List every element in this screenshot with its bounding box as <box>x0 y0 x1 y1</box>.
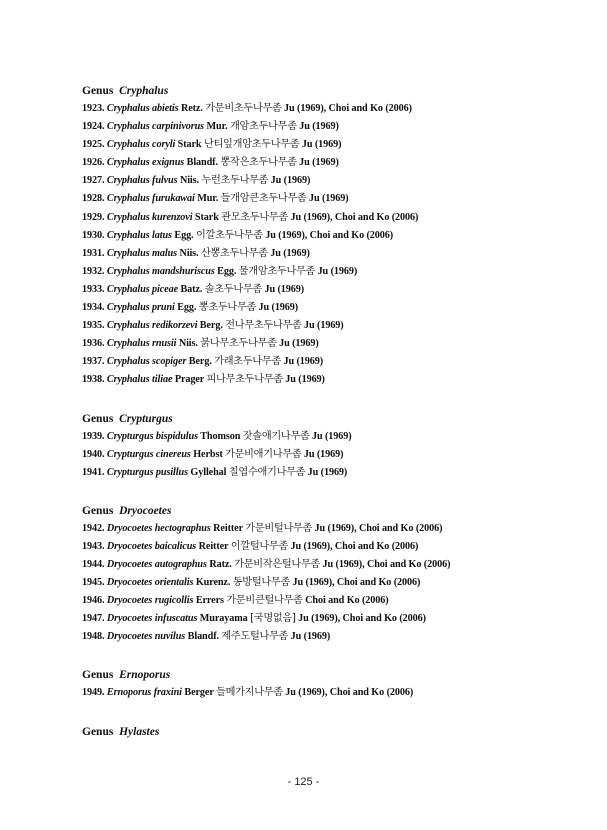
korean-name: 산뽕초두나무좀 <box>200 247 268 259</box>
species-author: Berg. <box>188 356 212 368</box>
genus-name: Dryocoetes <box>119 504 172 517</box>
references: Ju (1969), Choi and Ko (2006) <box>285 687 414 699</box>
entry-number: 1923. <box>82 103 105 114</box>
entry-number: 1933. <box>82 283 105 295</box>
species-entry <box>82 446 602 464</box>
entry-number: 1942. <box>82 522 105 534</box>
references: Ju (1969) <box>303 448 344 460</box>
species-entry <box>82 299 602 317</box>
species-name: Crypturgus cinereus <box>106 448 191 460</box>
entry-number: 1943. <box>82 540 105 552</box>
species-name: Cryphalus carpinivorus <box>106 121 205 133</box>
species-entry <box>82 100 602 118</box>
references: Ju (1969) <box>299 157 339 169</box>
species-name: Cryphalus abietis <box>106 103 179 114</box>
species-entry <box>82 245 602 263</box>
korean-name: 관모초두나무좀 <box>221 211 289 223</box>
species-name: Dryocoetes infuscatus <box>106 613 198 625</box>
species-name: Dryocoetes hectographus <box>106 522 211 534</box>
references: Choi and Ko (2006) <box>305 595 389 607</box>
species-entry <box>82 136 602 154</box>
species-name: Cryphalus redikorzevi <box>106 320 198 332</box>
species-entry <box>82 209 602 227</box>
entry-number: 1936. <box>82 338 105 350</box>
korean-name: 동방털나무좀 <box>232 577 290 589</box>
species-author: Egg. <box>174 229 194 241</box>
species-author: Berg. <box>199 320 223 332</box>
species-entry <box>82 464 602 482</box>
korean-name: 가래초두나무좀 <box>214 356 282 368</box>
entry-number: 1928. <box>82 193 105 205</box>
korean-name: 들개암큰초두나무좀 <box>220 193 307 205</box>
species-entry <box>82 371 602 389</box>
species-entry <box>82 172 602 190</box>
species-entry <box>82 592 602 610</box>
species-author: Mur. <box>206 121 228 133</box>
genus-name: Hylastes <box>119 725 160 738</box>
species-author: Stark <box>194 211 219 223</box>
entry-number: 1930. <box>82 229 105 241</box>
species-author: Blandf. <box>186 157 218 169</box>
species-name: Cryphalus tiliae <box>106 374 173 386</box>
species-entry <box>82 118 602 136</box>
species-author: Herbst <box>193 448 223 460</box>
references: Ju (1969), Choi and Ko (2006) <box>314 522 443 534</box>
species-name: Cryphalus piceae <box>106 283 179 295</box>
entry-number: 1937. <box>82 356 105 368</box>
references: Ju (1969) <box>270 175 311 187</box>
genus-heading <box>82 502 602 520</box>
genus-name: Ernoporus <box>119 669 171 682</box>
korean-name: 이깔초두나무좀 <box>195 229 263 241</box>
section-spacer <box>82 390 602 410</box>
korean-name: 뽕작은초두나무좀 <box>220 157 297 169</box>
korean-name: 가문비초두나무좀 <box>205 103 282 114</box>
entry-number: 1929. <box>82 211 105 223</box>
korean-name: 누런초두나무좀 <box>201 175 269 187</box>
species-entry <box>82 281 602 299</box>
species-entry <box>82 263 602 281</box>
references: Ju (1969), Choi and Ko (2006) <box>322 558 451 570</box>
species-entry <box>82 628 602 646</box>
entry-number: 1944. <box>82 558 105 570</box>
species-name: Cryphalus kurenzovi <box>106 211 193 223</box>
species-author: Gyllehal <box>190 466 227 478</box>
entry-number: 1947. <box>82 613 105 625</box>
species-entry <box>82 574 602 592</box>
species-name: Cryphalus exignus <box>106 157 185 169</box>
species-author: Egg. <box>177 302 197 314</box>
references: Ju (1969), Choi and Ko (2006) <box>290 211 419 223</box>
species-name: Cryphalus pruni <box>106 302 175 314</box>
species-name: Dryocoetes rugicollis <box>106 595 194 607</box>
section-spacer <box>82 482 602 502</box>
page-number: - 125 - <box>287 776 320 788</box>
korean-name: 들메가지나무좀 <box>216 687 283 699</box>
korean-name: 가문비털나무좀 <box>245 522 313 534</box>
species-name: Ernoporus fraxini <box>106 687 182 699</box>
species-entry <box>82 353 602 371</box>
references: Ju (1969) <box>264 283 305 295</box>
entry-number: 1927. <box>82 175 105 187</box>
species-author: Reitter <box>198 540 229 552</box>
korean-name: 붉나무초두나무좀 <box>200 338 277 350</box>
korean-name: 제주도털나무좀 <box>221 631 289 643</box>
korean-name: 개암초두나무좀 <box>229 121 297 133</box>
species-entry <box>82 684 602 702</box>
species-author: Thomson <box>200 430 241 442</box>
genus-label: Genus <box>82 504 114 517</box>
references: Ju (1969), Choi and Ko (2006) <box>290 540 419 552</box>
genus-heading <box>82 410 602 428</box>
species-author: Niis. <box>179 175 199 187</box>
korean-name: 피나무초두나무좀 <box>206 374 283 386</box>
species-entry <box>82 154 602 172</box>
species-name: Dryocoetes nuvilus <box>106 631 186 643</box>
species-entry <box>82 317 602 335</box>
species-author: Stark <box>177 139 202 151</box>
genus-label: Genus <box>82 412 114 425</box>
entry-number: 1934. <box>82 302 105 314</box>
species-name: Cryphalus coryli <box>106 139 176 151</box>
korean-name: 물개암초두나무좀 <box>238 265 316 277</box>
entry-number: 1935. <box>82 320 105 332</box>
species-name: Cryphalus scopiger <box>106 356 187 368</box>
species-name: Cryphalus fulvus <box>106 175 178 187</box>
korean-name: 가문비애기나무좀 <box>225 448 302 460</box>
references: Ju (1969) <box>285 374 325 386</box>
references: Ju (1969) <box>279 338 319 350</box>
korean-name: 전나무초두나무좀 <box>225 320 302 332</box>
entry-number: 1941. <box>82 466 105 478</box>
section-spacer <box>82 646 602 666</box>
species-entry <box>82 335 602 353</box>
entry-number: 1949. <box>82 687 105 699</box>
species-author: Retz. <box>180 103 203 114</box>
references: Ju (1969) <box>301 139 342 151</box>
entry-number: 1931. <box>82 247 105 259</box>
genus-heading <box>82 723 602 741</box>
species-name: Cryphalus rnusii <box>106 338 177 350</box>
species-author: Prager <box>174 374 205 386</box>
genus-heading <box>82 666 602 684</box>
references: Ju (1969) <box>311 430 352 442</box>
entry-number: 1924. <box>82 121 105 133</box>
species-author: Berger <box>184 687 214 699</box>
genus-label: Genus <box>82 725 114 738</box>
references: Ju (1969) <box>283 356 324 368</box>
genus-name: Cryphalus <box>119 85 169 97</box>
genus-label: Genus <box>82 669 114 682</box>
species-author: Mur. <box>197 193 219 205</box>
species-entry <box>82 190 602 208</box>
references: Ju (1969) <box>307 466 348 478</box>
genus-label: Genus <box>82 85 114 97</box>
entry-number: 1948. <box>82 631 105 643</box>
references: Ju (1969) <box>290 631 331 643</box>
korean-name: 뽕초두나무좀 <box>198 302 257 314</box>
references: Ju (1969) <box>270 247 310 259</box>
species-author: Egg. <box>217 265 237 277</box>
species-author: Murayama <box>199 613 248 625</box>
species-author: Batz. <box>180 283 203 295</box>
korean-name: [국명없음] <box>250 613 296 625</box>
species-entry <box>82 556 602 574</box>
species-entry <box>82 538 602 556</box>
species-name: Cryphalus malus <box>106 247 178 259</box>
korean-name: 잣솔애기나무좀 <box>242 430 310 442</box>
species-entry <box>82 610 602 628</box>
species-name: Dryocoetes baicalicus <box>106 540 197 552</box>
species-author: Niis. <box>178 338 198 350</box>
species-author: Blandf. <box>187 631 219 643</box>
references: Ju (1969), Choi and Ko (2006) <box>265 229 394 241</box>
entry-number: 1940. <box>82 448 105 460</box>
entry-number: 1926. <box>82 157 105 169</box>
korean-name: 솔초두나무좀 <box>204 283 263 295</box>
species-entry <box>82 428 602 446</box>
entry-number: 1925. <box>82 139 105 151</box>
references: Ju (1969), Choi and Ko (2006) <box>292 577 421 589</box>
entry-number: 1945. <box>82 577 105 589</box>
entry-number: 1946. <box>82 595 105 607</box>
references: Ju (1969) <box>308 193 349 205</box>
species-name: Dryocoetes autographus <box>106 558 207 570</box>
entry-number: 1939. <box>82 430 105 442</box>
species-author: Errers <box>195 595 224 607</box>
species-entry <box>82 520 602 538</box>
entry-number: 1938. <box>82 374 105 386</box>
korean-name: 칠엽수애기나무좀 <box>228 466 306 478</box>
references: Ju (1969), Choi and Ko (2006) <box>298 613 426 625</box>
references: Ju (1969) <box>299 121 339 133</box>
korean-name: 가문비큰털나무좀 <box>226 595 303 607</box>
species-name: Dryocoetes orientalis <box>106 577 194 589</box>
korean-name: 이깔털나무좀 <box>230 540 288 552</box>
species-author: Kurenz. <box>195 577 231 589</box>
entry-number: 1932. <box>82 265 105 277</box>
genus-heading <box>82 82 602 100</box>
species-entry <box>82 227 602 245</box>
species-name: Cryphalus latus <box>106 229 172 241</box>
species-name: Crypturgus bispidulus <box>106 430 198 442</box>
species-author: Reitter <box>213 522 243 534</box>
section-spacer <box>82 703 602 723</box>
korean-name: 난티잎개암초두나무좀 <box>203 139 300 151</box>
species-name: Cryphalus mandshuriscus <box>106 265 215 277</box>
document-body <box>82 82 602 741</box>
references: Ju (1969) <box>258 302 299 314</box>
species-name: Crypturgus pusillus <box>106 466 188 478</box>
species-author: Niis. <box>179 247 199 259</box>
species-name: Cryphalus furukawai <box>106 193 195 205</box>
references: Ju (1969) <box>304 320 344 332</box>
species-author: Ratz. <box>209 558 232 570</box>
references: Ju (1969) <box>317 265 358 277</box>
genus-name: Crypturgus <box>119 412 173 425</box>
references: Ju (1969), Choi and Ko (2006) <box>284 103 412 114</box>
genus-sections <box>82 82 602 741</box>
korean-name: 가문비작은털나무좀 <box>234 558 321 570</box>
